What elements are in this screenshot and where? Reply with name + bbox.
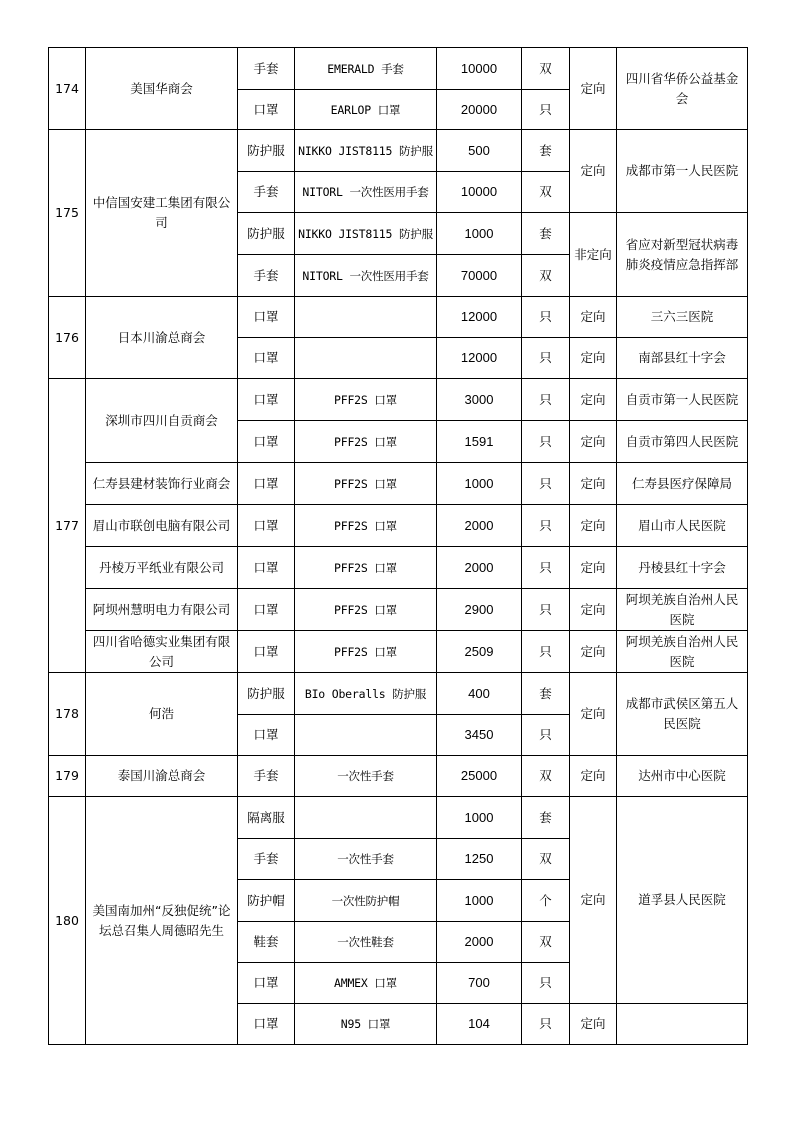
donation-type: 非定向 <box>570 213 617 297</box>
item-category: 防护服 <box>238 673 295 715</box>
donation-type: 定向 <box>570 756 617 797</box>
recipient: 道孚县人民医院 <box>617 797 748 1004</box>
item-category: 口罩 <box>238 505 295 547</box>
recipient: 丹棱县红十字会 <box>617 547 748 589</box>
donor-name: 何浩 <box>86 673 238 756</box>
item-quantity: 104 <box>437 1004 522 1045</box>
item-unit: 只 <box>522 379 570 421</box>
item-unit: 双 <box>522 839 570 880</box>
item-quantity: 700 <box>437 963 522 1004</box>
item-quantity: 400 <box>437 673 522 715</box>
item-unit: 个 <box>522 880 570 922</box>
item-unit: 只 <box>522 547 570 589</box>
item-unit: 套 <box>522 673 570 715</box>
row-number: 175 <box>49 130 86 297</box>
item-category: 口罩 <box>238 589 295 631</box>
item-unit: 只 <box>522 631 570 673</box>
item-unit: 只 <box>522 963 570 1004</box>
row-number: 174 <box>49 48 86 130</box>
donor-name: 泰国川渝总商会 <box>86 756 238 797</box>
row-number: 176 <box>49 297 86 379</box>
item-spec: PFF2S 口罩 <box>295 505 437 547</box>
donation-type: 定向 <box>570 797 617 1004</box>
item-spec <box>295 715 437 756</box>
item-unit: 套 <box>522 213 570 255</box>
table-row <box>49 297 748 338</box>
recipient: 成都市武侯区第五人民医院 <box>617 673 748 756</box>
table-row <box>49 463 748 505</box>
item-quantity: 2000 <box>437 505 522 547</box>
item-spec <box>295 338 437 379</box>
donation-type: 定向 <box>570 421 617 463</box>
item-unit: 双 <box>522 172 570 213</box>
item-quantity: 1000 <box>437 797 522 839</box>
donation-type: 定向 <box>570 338 617 379</box>
donor-name: 丹棱万平纸业有限公司 <box>86 547 238 589</box>
recipient: 眉山市人民医院 <box>617 505 748 547</box>
item-quantity: 20000 <box>437 90 522 130</box>
item-category: 手套 <box>238 172 295 213</box>
table-row <box>49 797 748 839</box>
row-number: 180 <box>49 797 86 1045</box>
item-quantity: 1000 <box>437 463 522 505</box>
donor-name: 仁寿县建材装饰行业商会 <box>86 463 238 505</box>
recipient: 阿坝羌族自治州人民医院 <box>617 589 748 631</box>
item-quantity: 2000 <box>437 547 522 589</box>
row-number: 179 <box>49 756 86 797</box>
item-quantity: 1000 <box>437 213 522 255</box>
table-row <box>49 505 748 547</box>
table-row <box>49 130 748 172</box>
item-category: 防护帽 <box>238 880 295 922</box>
table-row <box>49 589 748 631</box>
item-unit: 只 <box>522 505 570 547</box>
donation-type: 定向 <box>570 1004 617 1045</box>
item-quantity: 500 <box>437 130 522 172</box>
item-unit: 只 <box>522 421 570 463</box>
donor-name: 眉山市联创电脑有限公司 <box>86 505 238 547</box>
item-unit: 套 <box>522 130 570 172</box>
donation-type: 定向 <box>570 631 617 673</box>
item-quantity: 12000 <box>437 297 522 338</box>
item-category: 手套 <box>238 48 295 90</box>
item-spec <box>295 797 437 839</box>
item-quantity: 70000 <box>437 255 522 297</box>
item-quantity: 10000 <box>437 172 522 213</box>
table-row <box>49 631 748 673</box>
item-spec: NITORL 一次性医用手套 <box>295 172 437 213</box>
recipient: 成都市第一人民医院 <box>617 130 748 213</box>
donor-name: 中信国安建工集团有限公司 <box>86 130 238 297</box>
item-spec: 一次性防护帽 <box>295 880 437 922</box>
item-spec: PFF2S 口罩 <box>295 463 437 505</box>
donation-type: 定向 <box>570 48 617 130</box>
item-quantity: 3000 <box>437 379 522 421</box>
donation-type: 定向 <box>570 379 617 421</box>
item-spec: EARLOP 口罩 <box>295 90 437 130</box>
item-category: 口罩 <box>238 463 295 505</box>
item-spec: PFF2S 口罩 <box>295 631 437 673</box>
item-quantity: 1250 <box>437 839 522 880</box>
recipient: 自贡市第四人民医院 <box>617 421 748 463</box>
donor-name: 阿坝州慧明电力有限公司 <box>86 589 238 631</box>
table-row <box>49 48 748 90</box>
donation-type: 定向 <box>570 589 617 631</box>
donation-type: 定向 <box>570 505 617 547</box>
item-category: 口罩 <box>238 297 295 338</box>
donor-name: 深圳市四川自贡商会 <box>86 379 238 463</box>
item-quantity: 10000 <box>437 48 522 90</box>
item-unit: 套 <box>522 797 570 839</box>
item-spec: EMERALD 手套 <box>295 48 437 90</box>
donor-name: 美国华商会 <box>86 48 238 130</box>
item-spec: AMMEX 口罩 <box>295 963 437 1004</box>
item-quantity: 3450 <box>437 715 522 756</box>
recipient: 省应对新型冠状病毒肺炎疫情应急指挥部 <box>617 213 748 297</box>
item-category: 口罩 <box>238 715 295 756</box>
item-quantity: 12000 <box>437 338 522 379</box>
row-number: 178 <box>49 673 86 756</box>
item-unit: 双 <box>522 255 570 297</box>
table-row <box>49 547 748 589</box>
donation-type: 定向 <box>570 297 617 338</box>
item-quantity: 1591 <box>437 421 522 463</box>
row-number: 177 <box>49 379 86 673</box>
item-spec <box>295 297 437 338</box>
item-unit: 只 <box>522 463 570 505</box>
donor-name: 美国南加州“反独促统”论坛总召集人周德昭先生 <box>86 797 238 1045</box>
recipient: 自贡市第一人民医院 <box>617 379 748 421</box>
recipient <box>617 1004 748 1045</box>
item-unit: 只 <box>522 90 570 130</box>
recipient: 南部县红十字会 <box>617 338 748 379</box>
item-unit: 双 <box>522 48 570 90</box>
recipient: 仁寿县医疗保障局 <box>617 463 748 505</box>
item-spec: NIKKO JIST8115 防护服 <box>295 130 437 172</box>
item-category: 口罩 <box>238 1004 295 1045</box>
recipient: 四川省华侨公益基金会 <box>617 48 748 130</box>
item-category: 口罩 <box>238 421 295 463</box>
item-category: 口罩 <box>238 379 295 421</box>
item-quantity: 2509 <box>437 631 522 673</box>
item-spec: PFF2S 口罩 <box>295 547 437 589</box>
item-spec: 一次性鞋套 <box>295 922 437 963</box>
item-quantity: 1000 <box>437 880 522 922</box>
donation-type: 定向 <box>570 463 617 505</box>
item-category: 鞋套 <box>238 922 295 963</box>
donation-type: 定向 <box>570 673 617 756</box>
item-spec: PFF2S 口罩 <box>295 421 437 463</box>
recipient: 三六三医院 <box>617 297 748 338</box>
item-category: 手套 <box>238 756 295 797</box>
item-quantity: 2000 <box>437 922 522 963</box>
item-quantity: 2900 <box>437 589 522 631</box>
item-spec: NIKKO JIST8115 防护服 <box>295 213 437 255</box>
item-spec: PFF2S 口罩 <box>295 589 437 631</box>
item-unit: 只 <box>522 589 570 631</box>
recipient: 阿坝羌族自治州人民医院 <box>617 631 748 673</box>
item-category: 防护服 <box>238 130 295 172</box>
table-row <box>49 756 748 797</box>
item-category: 口罩 <box>238 631 295 673</box>
item-unit: 只 <box>522 338 570 379</box>
item-unit: 只 <box>522 297 570 338</box>
item-category: 口罩 <box>238 90 295 130</box>
table-row <box>49 673 748 715</box>
item-spec: N95 口罩 <box>295 1004 437 1045</box>
item-category: 防护服 <box>238 213 295 255</box>
recipient: 达州市中心医院 <box>617 756 748 797</box>
donation-type: 定向 <box>570 547 617 589</box>
donation-table <box>48 47 748 1045</box>
donor-name: 四川省哈德实业集团有限公司 <box>86 631 238 673</box>
item-unit: 双 <box>522 922 570 963</box>
item-spec: PFF2S 口罩 <box>295 379 437 421</box>
item-spec: BIo Oberalls 防护服 <box>295 673 437 715</box>
donation-type: 定向 <box>570 130 617 213</box>
item-spec: NITORL 一次性医用手套 <box>295 255 437 297</box>
item-category: 手套 <box>238 255 295 297</box>
item-category: 隔离服 <box>238 797 295 839</box>
item-category: 手套 <box>238 839 295 880</box>
donor-name: 日本川渝总商会 <box>86 297 238 379</box>
item-spec: 一次性手套 <box>295 756 437 797</box>
item-category: 口罩 <box>238 547 295 589</box>
item-unit: 只 <box>522 1004 570 1045</box>
table-row <box>49 379 748 421</box>
item-quantity: 25000 <box>437 756 522 797</box>
item-unit: 双 <box>522 756 570 797</box>
item-category: 口罩 <box>238 338 295 379</box>
item-spec: 一次性手套 <box>295 839 437 880</box>
item-category: 口罩 <box>238 963 295 1004</box>
item-unit: 只 <box>522 715 570 756</box>
